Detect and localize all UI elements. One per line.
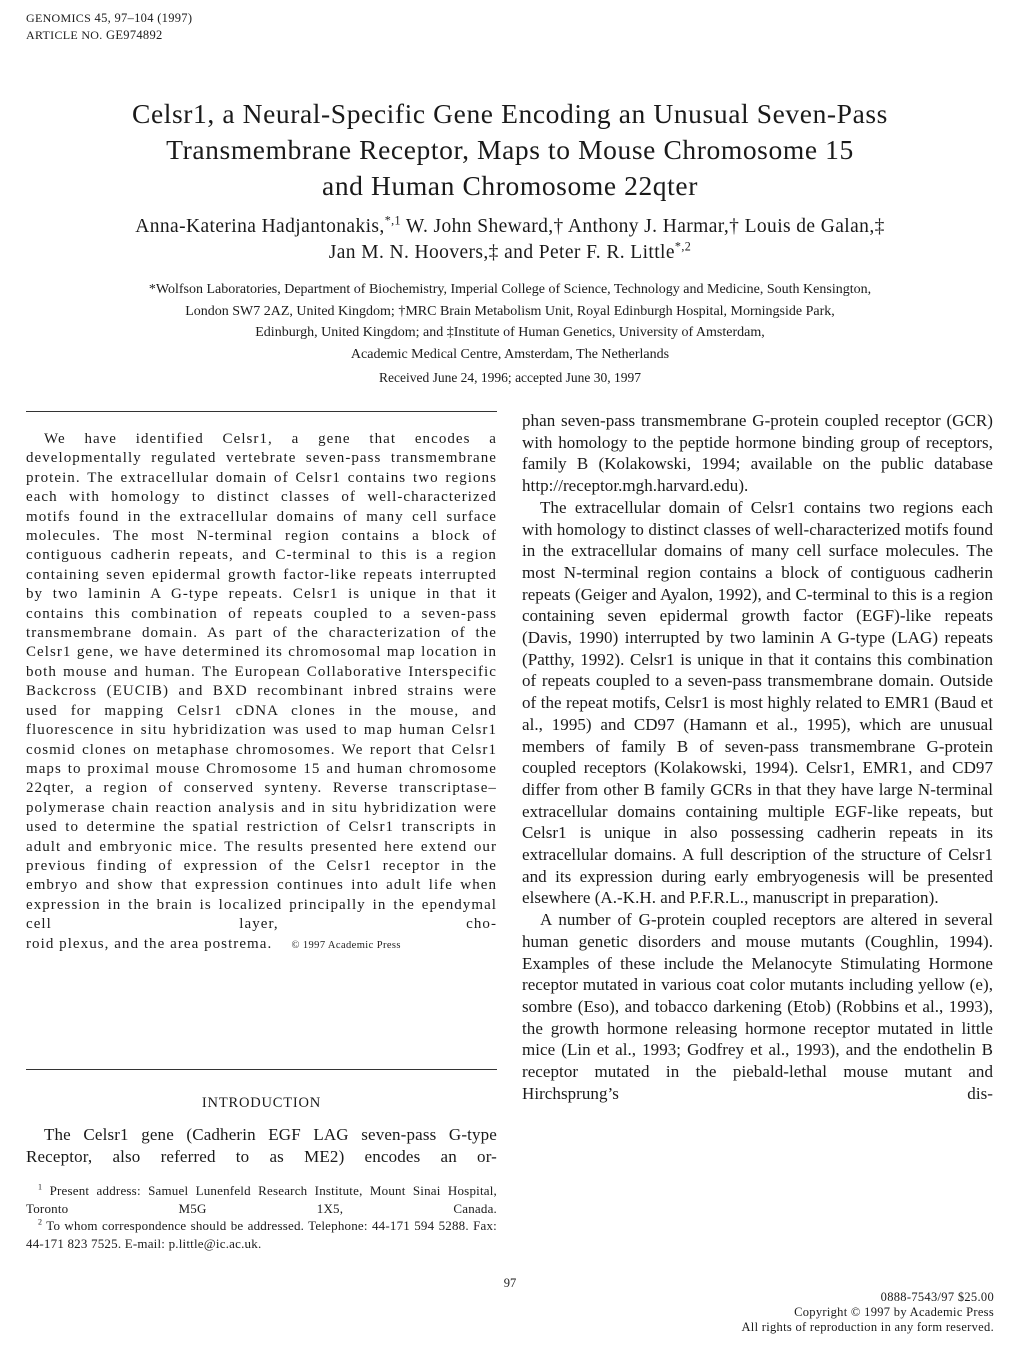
article-number: GE974892 [106,28,163,42]
author-marker: *,1 [384,213,401,228]
affiliation-line: Edinburgh, United Kingdom; and ‡Institute of Human Genetics, University of Amsterdam, [255,325,765,340]
copyright-line: Copyright © 1997 by Academic Press [794,1305,994,1319]
footnote-mark: 2 [38,1217,43,1227]
journal-name: GENOMICS [26,11,92,25]
introduction-text [26,1124,497,1168]
abstract-body: We have identified Celsr1, a gene that encodes a developmentally regulated vertebrate seven-pass transmembrane protein. The extracellular domain of Celsr1 contains two regions each with homology to distinct classes of well-characterized motifs found in the extracellular domains of many cell surface molecules. The most N-terminal region contains a block of contiguous cadherin repeats, and C-terminal to this is a region containing seven epidermal growth factor-like repeats interrupted by two laminin A G-type repeats. Celsr1 is unique in that it contains this combination of repeats coupled to a seven-pass transmembrane domain. As part of the characterization of the Celsr1 gene, we have determined its chromosomal map location in both mouse and human. The European Collaborative Interspecific Backcross (EUCIB) and BXD recombinant inbred strains were used for mapping Celsr1 cDNA clones in the mouse, and fluorescence in situ hybridization was used to map human Celsr1 cosmid clones on metaphase chromosomes. We report that Celsr1 maps to proximal mouse Chromosome 15 and human chromosome 22qter, a region of conserved synteny. Reverse transcriptase–polymerase chain reaction analysis and in situ hybridization were used to determine the spatial restriction of Celsr1 transcripts in adult and embryonic mice. The results presented here extend our previous finding of expression of the Celsr1 receptor in the embryo and show that expression continues into adult life when expression in the brain is localized principally in the ependymal cell layer, cho- [26,431,497,933]
title-line: and Human Chromosome 22qter [322,170,698,201]
paragraph: A number of G-protein coupled receptors are altered in several human genetic disorders and mouse mutants (Coughlin, 1994). Examples of these include the Melanocyte Stimulating Hormone receptor mutated in various coat color mutants including yellow (e), sombre (Eso), and tobacco darkening (Etob) (Robbins et al., 1993), the growth hormone releasing hormone receptor mutated in little mice (Lin et al., 1993; Godfrey et al., 1993), and the endothelin B receptor mutated in the piebald-lethal mouse mutant and Hirchsprung’s dis- [522,910,993,1103]
author-name: Jan M. N. Hoovers,‡ and Peter F. R. Little [328,242,675,263]
article-label: ARTICLE NO. [26,28,103,42]
footnote-text: To whom correspondence should be addressed. Telephone: 44-171 594 5288. Fax: 44-171 823 7525. E-mail: p.little@ic.ac.uk. [26,1218,497,1251]
paragraph: The extracellular domain of Celsr1 contains two regions each with homology to distinct classes of well-characterized motifs found in the extracellular domains of many cell surface molecules. The most N-terminal region contains a block of contiguous cadherin repeats (Geiger and Ayalon, 1992), and C-terminal to this is a region containing seven epidermal growth factor (EGF)-like repeats (Davis, 1990) interrupted by two laminin A G-type (LAG) repeats (Patthy, 1992). Celsr1 is unique in that it contains this combination of repeats coupled to a seven-pass transmembrane domain. Outside of the repeat motifs, Celsr1 is most highly related to EMR1 (Baud et al., 1995) and CD97 (Hamann et al., 1995), which are unusual members of family B of seven-pass transmembrane G-protein coupled receptors (Kolakowski, 1994). Celsr1, EMR1, and CD97 differ from other B family GCRs in that they have large N-terminal extracellular domains containing multiple EGF-like repeats, but Celsr1 is unique in also possessing cadherin repeats in its extracellular domains. A full description of the structure of Celsr1 and its expression during early embryogenesis will be presented elsewhere (A.-K.H. and P.F.R.L., manuscript in preparation). [522,497,993,908]
paper-title [40,96,980,204]
abstract-bottom-rule [26,1069,497,1070]
rights-line: All rights of reproduction in any form reserved. [741,1320,994,1334]
introduction-paragraph: The Celsr1 gene (Cadherin EGF LAG seven-pass G-type Receptor, also referred to as ME2) encodes an or- [26,1125,497,1166]
affiliation-line: *Wolfson Laboratories, Department of Biochemistry, Imperial College of Science, Technology and Medicine, South Kensington, [148,282,872,297]
journal-info: 45, 97–104 (1997) [94,11,193,25]
footnote-mark: 1 [38,1182,43,1192]
copyright-block [741,1290,994,1335]
author-name: W. John Sheward,† Anthony J. Harmar,† Louis de Galan,‡ [401,216,885,237]
affiliations [20,279,1000,365]
paragraph: phan seven-pass transmembrane G-protein coupled receptor (GCR) with homology to the peptide hormone binding group of receptors, family B (Kolakowski, 1994; available on the public database http://receptor.mgh.harvard.edu). [522,411,993,496]
section-heading-introduction: INTRODUCTION [201,1095,322,1111]
author-list [20,214,1000,266]
footnote-2 [26,1217,497,1252]
author-marker: *,2 [674,239,692,254]
abstract-last-line [26,935,497,955]
issn-price: 0888-7543/97 $25.00 [880,1290,994,1304]
affiliation-line: Academic Medical Centre, Amsterdam, The Netherlands [350,346,670,362]
received-date: Received June 24, 1996; accepted June 30, 1997 [378,370,642,385]
affiliation-line: London SW7 2AZ, United Kingdom; †MRC Brain Metabolism Unit, Royal Edinburgh Hospital, Morningside Park, [185,303,835,319]
abstract-copyright: © 1997 Academic Press [291,939,401,951]
abstract [26,430,497,955]
abstract-top-rule [26,411,497,412]
page-number: 97 [503,1276,517,1290]
journal-header [26,10,192,44]
footnote-1 [26,1182,497,1217]
title-line: Celsr1, a Neural-Specific Gene Encoding an Unusual Seven-Pass [132,98,888,129]
author-name: Anna-Katerina Hadjantonakis, [135,216,385,237]
abstract-last-text: roid plexus, and the area postrema. [26,935,273,952]
footnote-text: Present address: Samuel Lunenfeld Research Institute, Mount Sinai Hospital, Toronto M5G 1X5, Canada. [26,1183,497,1216]
title-line: Transmembrane Receptor, Maps to Mouse Chromosome 15 [166,134,854,165]
right-column [522,410,993,1105]
footnotes [26,1182,497,1252]
